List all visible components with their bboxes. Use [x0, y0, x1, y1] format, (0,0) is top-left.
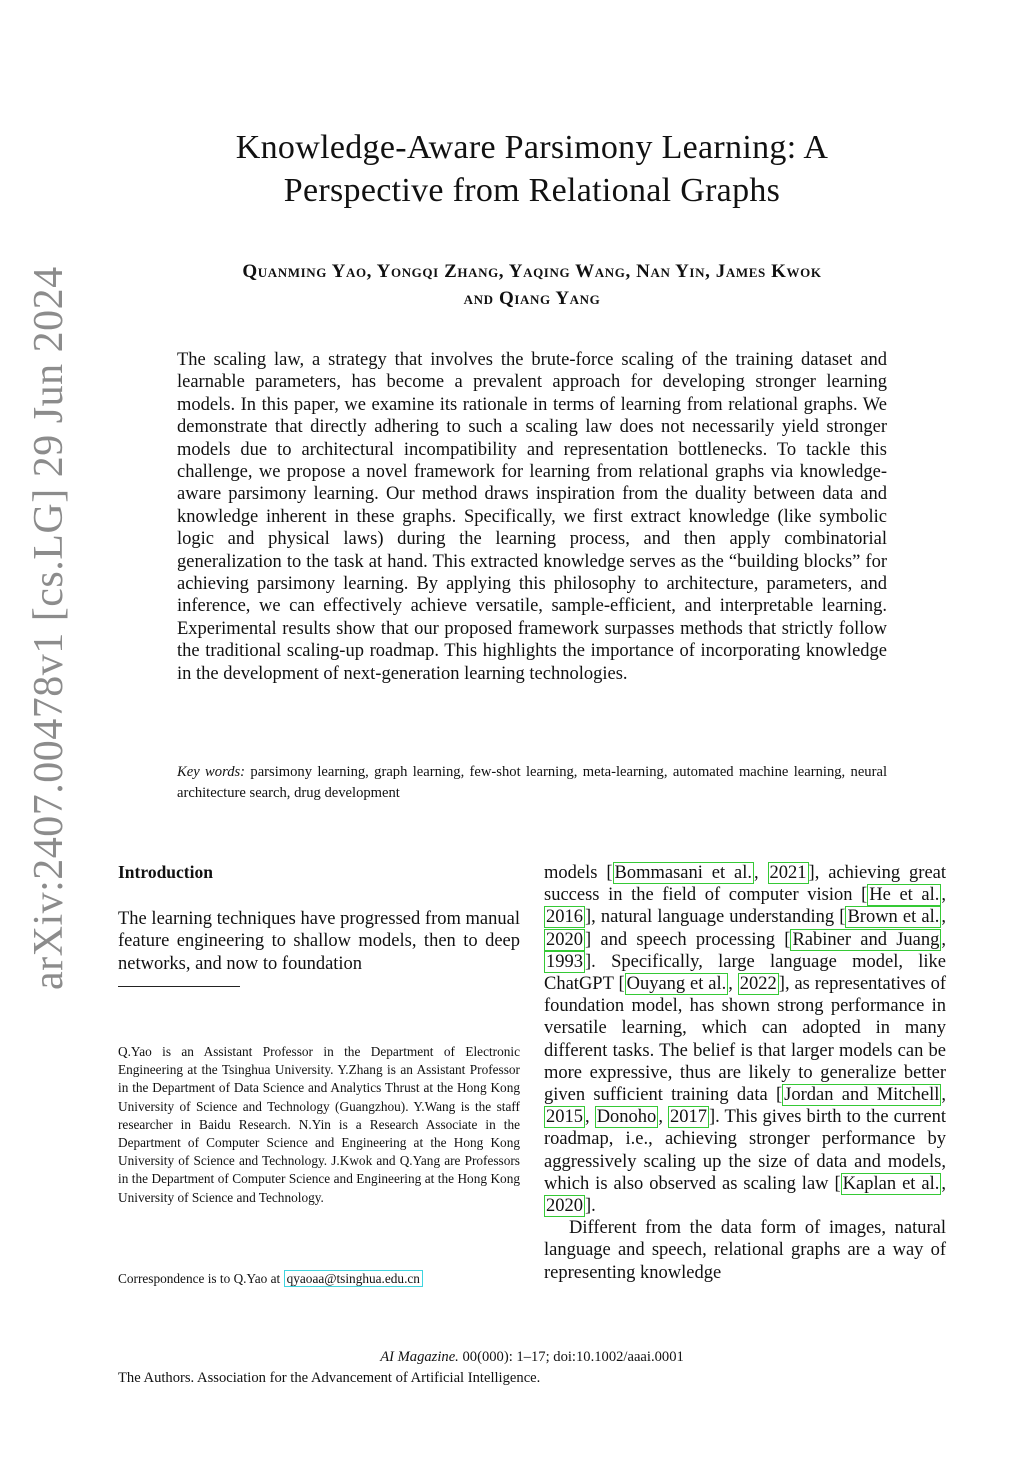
citation-link[interactable]: 1993: [546, 951, 583, 972]
email-link[interactable]: qyaoaa@tsinghua.edu.cn: [284, 1270, 423, 1287]
right-column: [544, 862, 946, 1284]
citation-link[interactable]: Kaplan et al.: [842, 1173, 940, 1194]
left-column: [118, 860, 520, 975]
citation-link[interactable]: 2016: [546, 907, 583, 928]
journal-doi: 00(000): 1–17; doi:10.1002/aaai.0001: [462, 1349, 684, 1365]
introduction-heading: Introduction: [118, 862, 213, 882]
keywords-text: parsimony learning, graph learning, few-shot learning, meta-learning, automated machine learning, neural architecture search, drug development: [177, 764, 887, 801]
journal-citation-footer: [0, 1347, 1024, 1367]
citation-link[interactable]: Brown et al.: [847, 907, 940, 928]
author-list: [100, 258, 964, 312]
correspondence-prefix: Correspondence is to Q.Yao at: [118, 1271, 281, 1286]
journal-name: AI Magazine.: [380, 1349, 459, 1365]
title-line-2: Perspective from Relational Graphs: [283, 172, 781, 209]
citation-link[interactable]: 2017: [670, 1107, 707, 1128]
copyright-footer: The Authors. Association for the Advancement of Artificial Intelligence.: [118, 1370, 541, 1386]
abstract: The scaling law, a strategy that involves the brute-force scaling of the training dataset and learnable parameters, has become a prevalent approach for developing stronger learning models. In this paper, we examine its rationale in terms of learning from relational graphs. We demonstrate that directly adhering to such a scaling law does not necessarily yield stronger models due to architectural incompatibility and representation bottlenecks. To tackle this challenge, we propose a novel framework for learning from relational graphs via knowledge-aware parsimony learning. Our method draws inspiration from the duality between data and knowledge inherent in these graphs. Specifically, we first extract knowledge (like symbolic logic and physical laws) during the learning process, and then apply combinatorial generalization to the task at hand. This extracted knowledge serves as the “building blocks” for achieving parsimony learning. By applying this philosophy to architecture, parameters, and inference, we can effectively achieve versatile, sample-efficient, and interpretable learning. Experimental results show that our proposed framework surpasses methods that strictly follow the traditional scaling-up roadmap. This highlights the importance of incorporating knowledge in the development of next-generation learning technologies.: [177, 350, 887, 684]
keywords: [177, 762, 887, 803]
citation-link[interactable]: Ouyang et al.: [626, 974, 727, 995]
authors-line-1: Quanming Yao, Yongqi Zhang, Yaqing Wang, Nan Yin, James Kwok: [242, 261, 822, 282]
relational-graphs-paragraph: Different from the data form of images, natural language and speech, relational graphs are a way of representing knowledge: [544, 1218, 946, 1283]
paper-title: [110, 126, 954, 212]
citation-link[interactable]: Bommasani et al.: [614, 863, 753, 883]
citation-link[interactable]: Jordan and Mitchell: [784, 1085, 940, 1106]
intro-continuation-paragraph: models [ Bommasani et al. , 2021 ], achieving great success in the field of computer vision [ He et al. , 2016 ], natural language understanding [ Brown et al. , 2020 ] and speech processing [ Rabiner and Juang , 1993 ]. Specifically, large language model, like ChatGPT [ Ouyang et al. , 2022 ], as representatives of foundation model, has shown strong performance in versatile learning, which can adopted in many different tasks. The belief is that larger models can be more expressive, thus are likely to generalize better given sufficient training data [ Jordan and Mitchell , 2015 , Donoho , 2017 ]. This gives birth to the current roadmap, i.e., achieving stronger performance by aggressively scaling up the size of data and models, which is also observed as scaling law [ Kaplan et al. , 2020 ].: [544, 863, 947, 1217]
correspondence-note: [118, 1270, 520, 1288]
footnote-divider: [118, 986, 240, 987]
keywords-label: Key words:: [177, 764, 246, 780]
citation-link[interactable]: 2021: [769, 863, 807, 883]
citation-link[interactable]: He et al.: [869, 885, 940, 906]
citation-link[interactable]: Donoho: [596, 1107, 657, 1128]
citation-link[interactable]: 2015: [546, 1107, 583, 1128]
citation-link[interactable]: Rabiner and Juang: [792, 929, 940, 950]
citation-link[interactable]: 2020: [546, 1196, 583, 1217]
citation-link[interactable]: 2022: [739, 974, 777, 995]
authors-line-2: and Qiang Yang: [463, 288, 601, 309]
citation-link[interactable]: 2020: [546, 929, 583, 950]
title-line-1: Knowledge-Aware Parsimony Learning: A: [235, 129, 829, 166]
introduction-paragraph: The learning techniques have progressed from manual feature engineering to shallow models, then to deep networks, and now to foundation: [118, 909, 520, 974]
arxiv-identifier: arXiv:2407.00478v1 [cs.LG] 29 Jun 2024: [26, 266, 72, 990]
author-affiliations-footnote: Q.Yao is an Assistant Professor in the Department of Electronic Engineering at the Tsinghua University. Y.Zhang is an Assistant Professor in the Department of Data Science and Analytics Thrust at the Hong Kong University of Science and Technology (Guangzhou). Y.Wang is the staff researcher in Baidu Research. N.Yin is a Research Associate in the Department of Computer Science and Engineering at the Hong Kong University of Science and Technology. J.Kwok and Q.Yang are Professors in the Department of Computer Science and Engineering at the Hong Kong University of Science and Technology.: [118, 1044, 520, 1205]
